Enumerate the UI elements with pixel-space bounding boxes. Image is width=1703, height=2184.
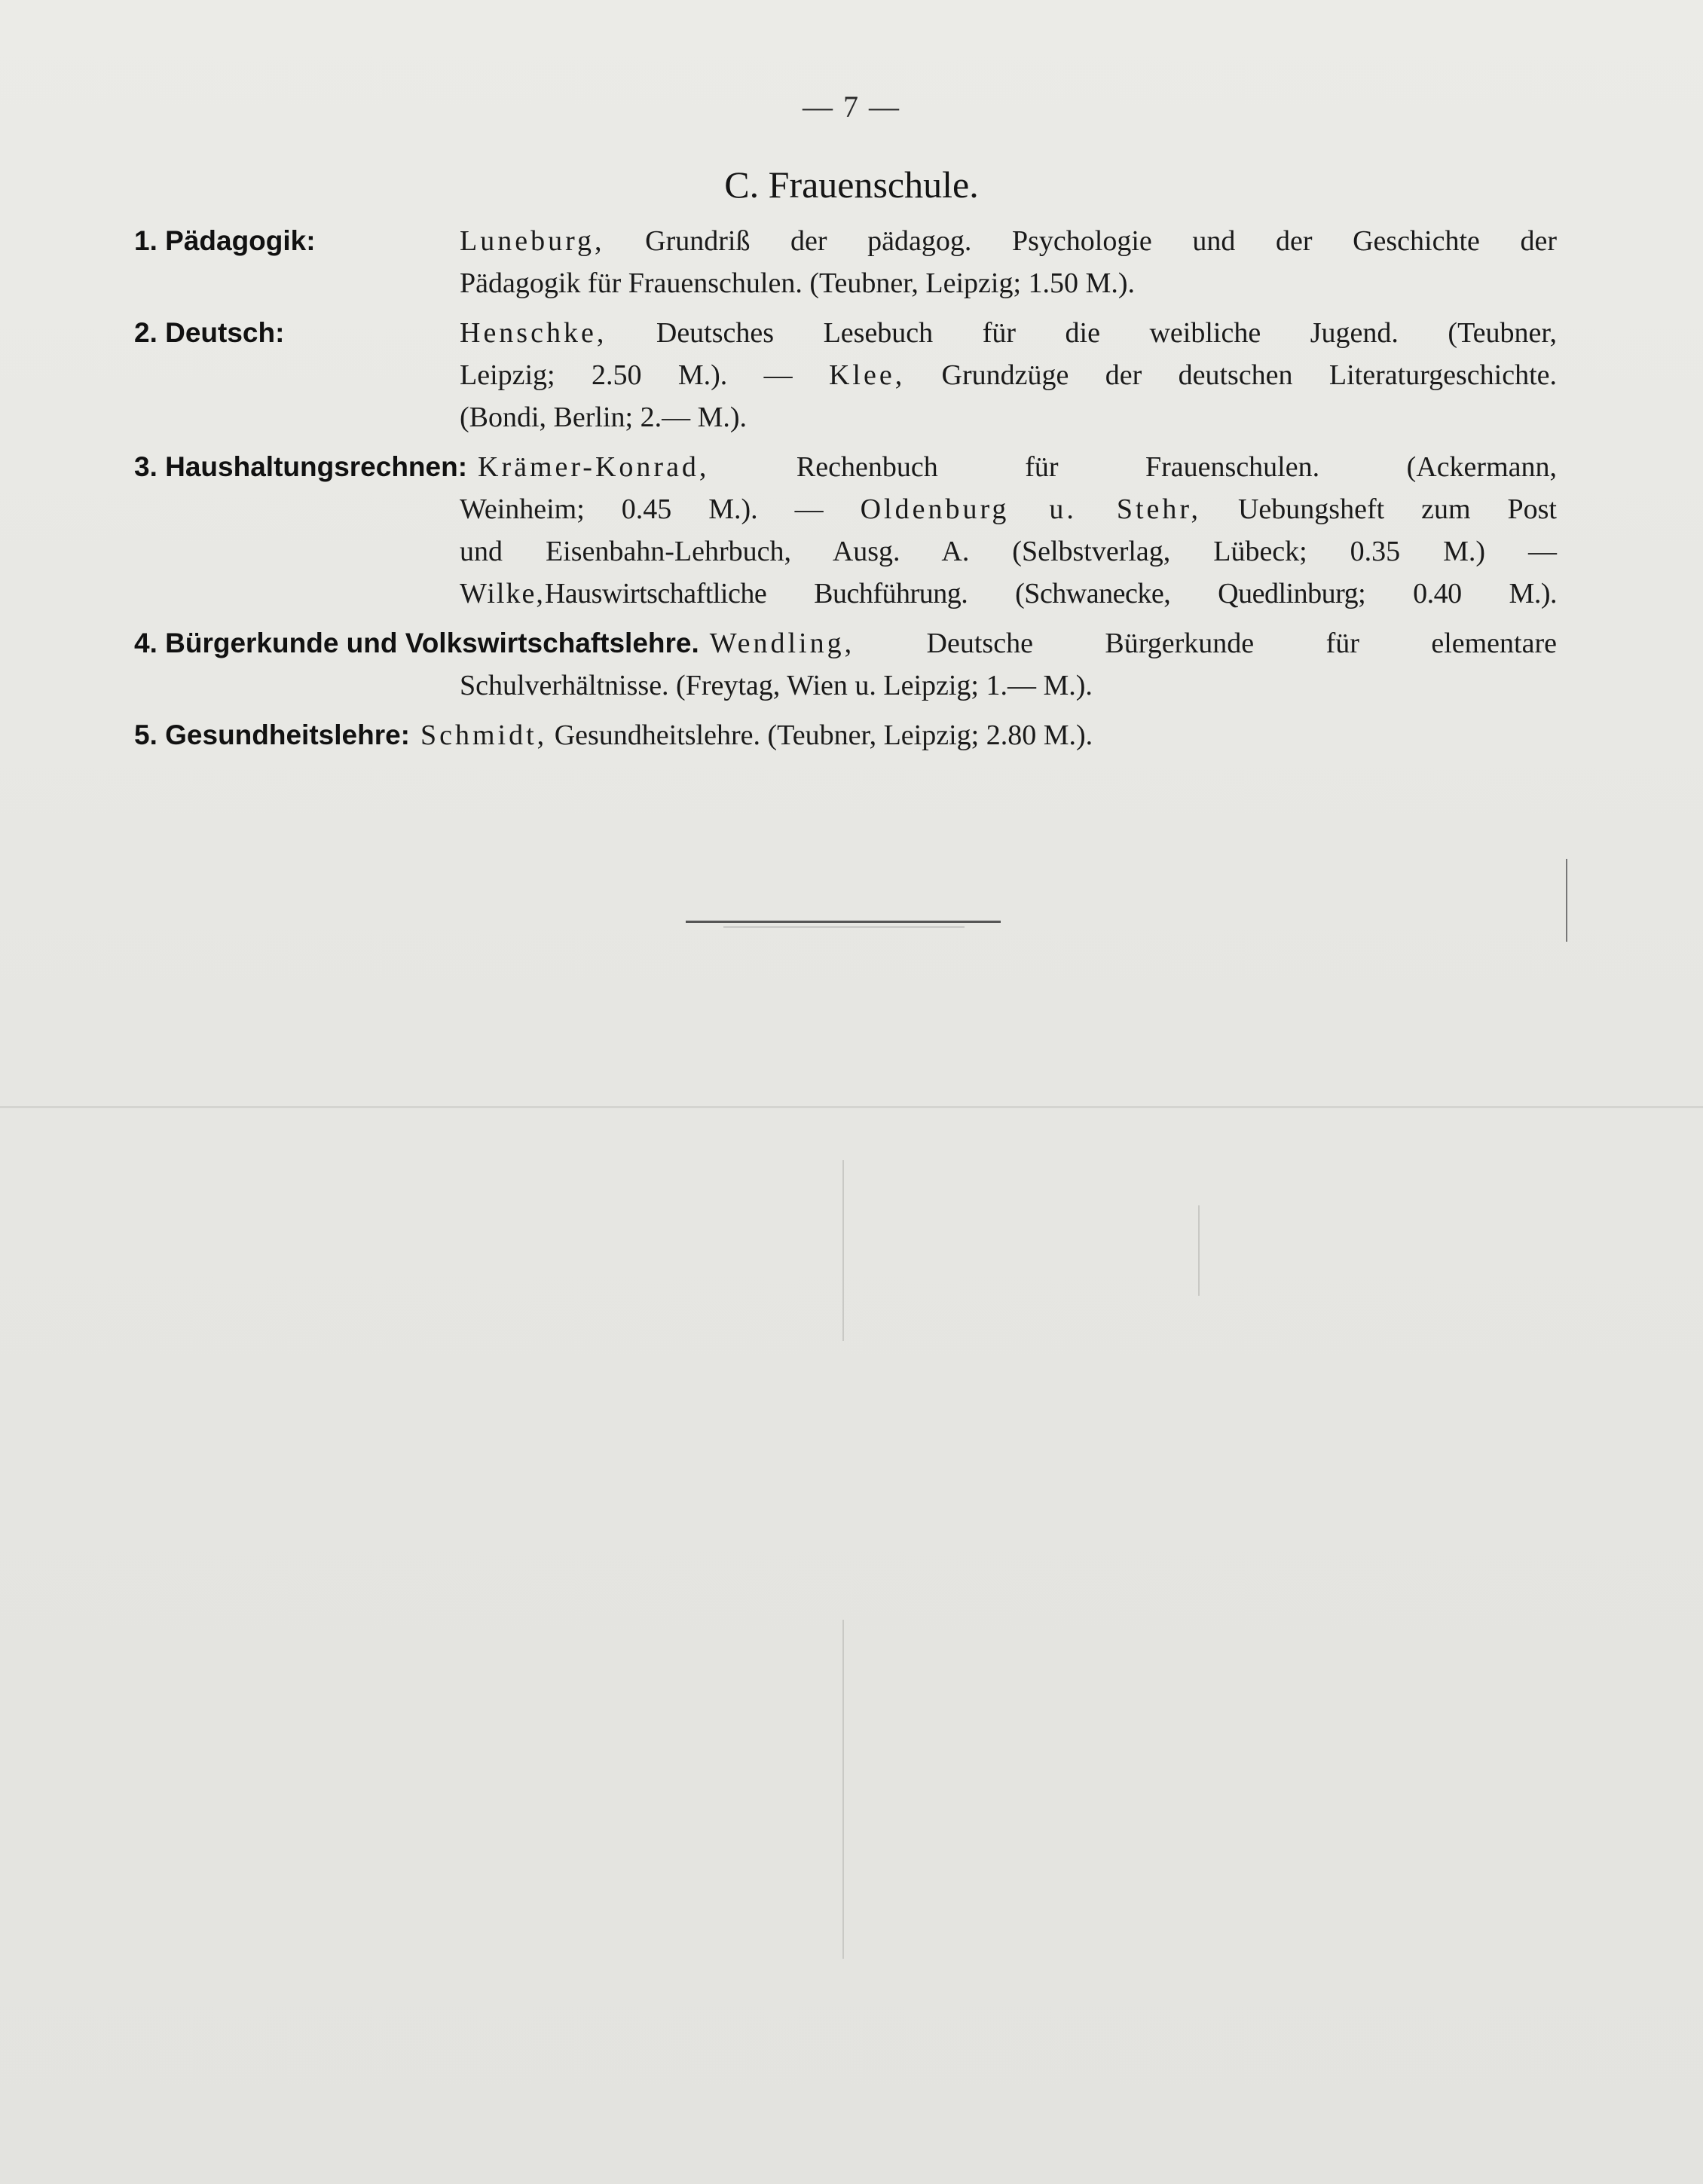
list-item <box>134 220 1557 304</box>
entry-text: Uebungsheft zum Post <box>1201 493 1557 525</box>
list-item <box>134 446 1557 615</box>
page-number: — 7 — <box>803 90 900 124</box>
entry-text: Grundriß der pädagog. Psychologie und der Geschichte der <box>604 225 1557 257</box>
entry-text: Weinheim; 0.45 M.). — <box>460 493 861 525</box>
list-item <box>134 312 1557 438</box>
entry-first-line <box>134 220 1557 262</box>
bleed-column-rule <box>842 1620 844 1959</box>
bleed-column-rule <box>1566 859 1567 942</box>
section-divider <box>686 921 1001 923</box>
entry-text: Deutsche Bürgerkunde für elementare <box>855 628 1557 659</box>
entry-first-line <box>134 714 1557 756</box>
entry-text: Deutsches Lesebuch für die weibliche Jugend. (Teubner, <box>607 317 1557 349</box>
entry-continuation <box>134 530 1557 573</box>
entry-continuation <box>134 573 1557 615</box>
entry-author: Oldenburg u. Stehr, <box>860 493 1202 525</box>
entry-continuation <box>134 488 1557 530</box>
entry-heading: 3. Haushaltungsrechnen: <box>134 451 468 482</box>
entry-author: Klee, <box>828 359 906 391</box>
bleed-column-rule <box>842 1160 844 1341</box>
entry-author: Wendling, <box>709 628 855 659</box>
entry-author: Schmidt, <box>420 719 548 751</box>
entry-heading: 5. Gesundheitslehre: <box>134 719 410 750</box>
entry-heading: 4. Bürgerkunde und Volkswirtschaftslehre. <box>134 628 699 658</box>
entry-continuation <box>134 262 1557 304</box>
entry-text: Schulverhältnisse. (Freytag, Wien u. Leipzig; 1.— M.). <box>460 670 1093 701</box>
entry-heading: 2. Deutsch: <box>134 317 285 348</box>
entry-text: Gesundheitslehre. (Teubner, Leipzig; 2.80 M.). <box>547 719 1093 751</box>
entry-text: Leipzig; 2.50 M.). — <box>460 359 829 391</box>
entry-text: (Bondi, Berlin; 2.— M.). <box>460 402 748 433</box>
entry-author: Wilke, <box>460 578 545 609</box>
entry-heading: 1. Pädagogik: <box>134 225 316 256</box>
entry-list <box>134 220 1557 764</box>
entry-first-line <box>134 312 1557 354</box>
paper-fold-line <box>0 1106 1703 1108</box>
entry-continuation <box>134 396 1557 438</box>
list-item <box>134 714 1557 756</box>
entry-first-line <box>134 622 1557 664</box>
entry-text: Hauswirtschaftliche Buchführung. (Schwanecke, Quedlinburg; 0.40 M.). <box>544 578 1557 609</box>
entry-continuation <box>134 664 1557 707</box>
entry-continuation <box>134 354 1557 396</box>
bleed-column-rule <box>1198 1205 1200 1296</box>
entry-text: Pädagogik für Frauenschulen. (Teubner, Leipzig; 1.50 M.). <box>460 267 1135 299</box>
entry-text: Grundzüge der deutschen Literaturgeschichte. <box>905 359 1558 391</box>
section-title: C. Frauenschule. <box>724 163 979 206</box>
entry-text: und Eisenbahn-Lehrbuch, Ausg. A. (Selbstverlag, Lübeck; 0.35 M.) — <box>460 536 1557 567</box>
entry-author: Henschke, <box>460 317 607 349</box>
entry-text: Rechenbuch für Frauenschulen. (Ackermann, <box>709 451 1557 483</box>
entry-first-line <box>134 446 1557 488</box>
list-item <box>134 622 1557 707</box>
entry-author: Luneburg, <box>460 225 605 257</box>
entry-author: Krämer-Konrad, <box>478 451 710 483</box>
